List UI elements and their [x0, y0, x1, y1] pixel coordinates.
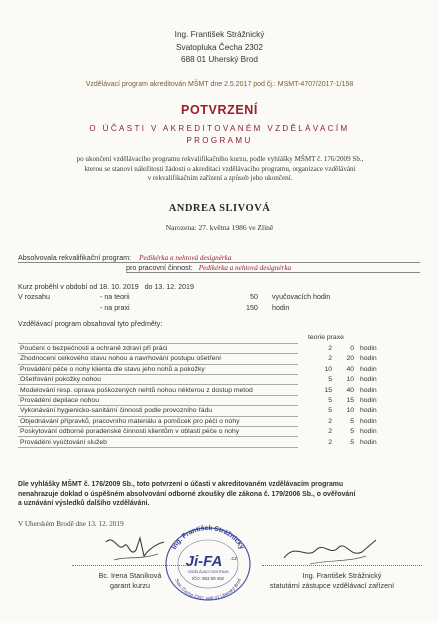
table-row: [18, 386, 420, 396]
theory-scope-row: [18, 293, 331, 303]
recipient-name: ANDREA SLIVOVÁ: [168, 203, 271, 214]
subtitle-line-2: PROGRAMU: [186, 135, 253, 145]
legal-note: [18, 480, 424, 509]
activity-value: Pedikérka a nehtová designérka: [198, 264, 292, 272]
intro-text: [30, 155, 410, 184]
intro-line-2: kterou se stanoví náležitosti žádosti o akreditaci vzdělávacího programu, organizace vzdělávání: [84, 164, 356, 173]
theory-label: - na teorii: [100, 293, 130, 301]
table-row: [18, 406, 420, 416]
legal-line-3: a uznávání výsledků dalšího vzdělávání.: [18, 500, 150, 508]
practice-hours-cell: 40: [346, 386, 354, 394]
theory-hours: 50: [250, 293, 258, 301]
subject-cell: Provádění vyúčtování služeb: [18, 438, 298, 448]
right-signature-image: [280, 532, 380, 568]
subject-cell: Modelování resp. oprava poškozených nehtů nohou některou z dostup metod: [18, 386, 298, 396]
theory-unit: vyučovacích hodin: [272, 293, 331, 301]
theory-hours-cell: 2: [328, 438, 332, 446]
unit-cell: hodin: [360, 438, 377, 446]
subject-cell: Poskytování odborné poradenské činnosti klientům v oblasti péče o nohy: [18, 427, 298, 437]
stamp-ring-text: Ing. František Strážnický: [170, 524, 246, 551]
unit-cell: hodin: [360, 355, 377, 363]
scope-label: V rozsahu: [18, 293, 50, 301]
left-signer-name: Bc. Irena Staníková: [98, 571, 162, 580]
document-subtitle: [0, 123, 439, 146]
course-period: Kurz proběhl v období od 18. 10. 2019 do 13. 12. 2019: [18, 283, 194, 291]
activity-row: [126, 263, 420, 273]
qualification-value: Pedikérka a nehtová designérka: [139, 254, 232, 262]
practice-label: - na praxi: [100, 304, 130, 312]
practice-hours-cell: 5: [350, 428, 354, 436]
stamp-ico: IČO: 883 59 492: [191, 576, 225, 581]
practice-unit: hodin: [272, 304, 290, 312]
subtitle-line-1: O ÚČASTI V AKREDITOVANÉM VZDĚLÁVACÍM: [89, 124, 350, 133]
right-signature-line: [262, 565, 422, 566]
stamp-bottom-ring: Svat. Čecha 2302, 688 01 Uherský Brod: [174, 577, 242, 602]
practice-scope-row: [18, 304, 318, 314]
program-intro: Vzdělávací program obsahoval tyto předměty:: [18, 320, 163, 328]
subject-cell: Provádění péče o nohy klienta dle stavu jeho nohů a pokožky: [18, 365, 298, 375]
subject-cell: Poučení o bezpečnosti a ochraně zdraví při práci: [18, 344, 298, 354]
table-row: [18, 427, 420, 437]
document-title: POTVRZENÍ: [181, 103, 258, 117]
unit-cell: hodin: [360, 365, 377, 373]
practice-hours-cell: 40: [346, 365, 354, 373]
place-and-date: V Uherském Brodě dne 13. 12. 2019: [18, 520, 124, 528]
theory-hours-cell: 2: [328, 428, 332, 436]
theory-hours-cell: 10: [324, 365, 332, 373]
stamp-logo-suffix: .cz: [230, 556, 238, 562]
practice-hours-cell: 20: [346, 355, 354, 363]
right-signer-role: statutární zástupce vzdělávací zařízení: [269, 581, 395, 590]
practice-hours-cell: 0: [350, 345, 354, 352]
table-row: [18, 354, 420, 364]
intro-line-3: v rekvalifikačním zařízení a způsob jeho ukončení.: [147, 174, 293, 183]
theory-hours-cell: 5: [328, 397, 332, 404]
unit-cell: hodin: [360, 376, 377, 384]
practice-hours-cell: 5: [350, 438, 354, 446]
issuer-city: 688 01 Uherský Brod: [181, 55, 258, 64]
qualification-row: [18, 253, 420, 263]
theory-hours-cell: 5: [328, 407, 332, 415]
unit-cell: hodin: [360, 397, 377, 404]
table-row: [18, 417, 420, 427]
subject-cell: Zhodnocení celkového stavu nohou a navrhování postupu ošetření: [18, 354, 298, 364]
unit-cell: hodin: [360, 386, 377, 394]
activity-label: pro pracovní činnost:: [126, 263, 193, 272]
issuer-name: Ing. František Strážnický: [174, 30, 265, 39]
stamp-logo: Ji-FA: [185, 553, 223, 570]
issuer-street: Svatopluka Čecha 2302: [176, 42, 263, 52]
qualification-label: Absolvovala rekvalifikační program:: [18, 253, 132, 262]
stamp-image: [160, 522, 256, 602]
subject-cell: Objednávání přípravků, pracovního materiálu a pomůcek pro péči o nohy: [18, 417, 298, 427]
table-row: [18, 375, 420, 385]
recipient-birth: Narozena: 27. května 1986 ve Zlíně: [165, 223, 274, 232]
svg-text:Ing. František Strážnický: [171, 525, 245, 551]
unit-cell: hodin: [360, 407, 377, 415]
unit-cell: hodin: [360, 345, 377, 352]
practice-hours: 150: [246, 304, 258, 312]
theory-hours-cell: 2: [328, 355, 332, 363]
table-row: [18, 344, 420, 354]
stamp-center-text: VZDĚLÁVACÍ CENTRUM: [187, 570, 229, 574]
legal-line-2: nenahrazuje doklad o úspěšném absolvování odborné zkoušky dle zákona č. 179/2006 Sb., o ověřování: [18, 490, 356, 498]
table-header: teorie praxe: [308, 334, 344, 341]
accreditation-line: Vzdělávací program akreditován MŠMT dne 2.5.2017 pod čj.: MSMT-4707/2017-1/158: [85, 81, 354, 88]
practice-hours-cell: 15: [346, 397, 354, 404]
intro-line-1: po ukončení vzdělávacího programu rekvalifikačního kurzu, podle vyhlášky MŠMT č. 176/2009 Sb.,: [76, 155, 364, 163]
theory-hours-cell: 5: [328, 376, 332, 384]
table-row: [18, 438, 420, 448]
table-row: [18, 396, 420, 406]
legal-line-1: Dle vyhlášky MŠMT č. 176/2009 Sb., toto potvrzení o účasti v akreditovaném vzdělávacím programu: [18, 481, 344, 488]
theory-hours-cell: 2: [328, 345, 332, 352]
subject-cell: Ošetřování pokožky nohou: [18, 375, 298, 385]
theory-hours-cell: 15: [324, 386, 332, 394]
practice-hours-cell: 10: [346, 376, 354, 384]
left-signer-role: garant kurzu: [110, 581, 150, 590]
table-row: [18, 365, 420, 375]
right-signer-name: Ing. František Strážnický: [302, 571, 382, 580]
subject-cell: Provádění depilace nohou: [18, 396, 298, 406]
practice-hours-cell: 5: [350, 417, 354, 425]
practice-hours-cell: 10: [346, 407, 354, 415]
theory-hours-cell: 2: [328, 417, 332, 425]
subject-cell: Vykonávání hygienicko-sanitární činnosti podle provozního řádu: [18, 406, 298, 416]
unit-cell: hodin: [360, 417, 377, 425]
unit-cell: hodin: [360, 428, 377, 436]
issuer-block: [0, 29, 439, 67]
